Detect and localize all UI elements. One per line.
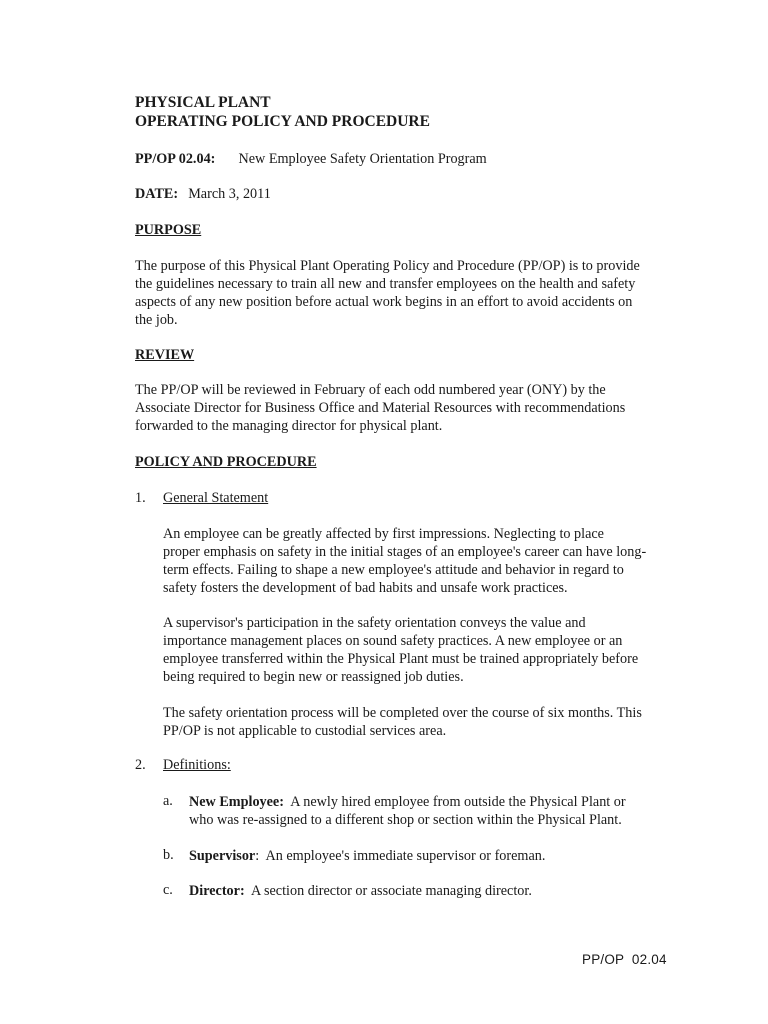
date-value: March 3, 2011	[188, 186, 271, 202]
review-line: forwarded to the managing director for physical plant.	[135, 418, 443, 434]
definition-b-letter: b.	[163, 847, 174, 863]
section-1-paragraph-1	[163, 525, 683, 597]
section-1-line: employee transferred within the Physical Plant must be trained appropriately before	[163, 651, 639, 667]
purpose-line: the job.	[135, 312, 178, 328]
ppop-label: PP/OP 02.04:	[135, 151, 216, 167]
header-line-1: PHYSICAL PLANT	[135, 94, 271, 111]
section-1-line: An employee can be greatly affected by first impressions. Neglecting to place	[163, 526, 604, 542]
section-2-number: 2.	[135, 757, 146, 773]
section-1-paragraph-3	[163, 704, 683, 740]
purpose-paragraph	[135, 257, 675, 329]
section-1-line: A supervisor's participation in the safety orientation conveys the value and	[163, 615, 586, 631]
section-1-line: safety fosters the development of bad habits and unsafe work practices.	[163, 580, 568, 596]
section-2-title: Definitions:	[163, 757, 231, 773]
section-1-line: term effects. Failing to shape a new employee's attitude and behavior in regard to	[163, 562, 624, 578]
definition-a-letter: a.	[163, 793, 173, 809]
review-heading: REVIEW	[135, 347, 195, 363]
definition-a-text-2: who was re-assigned to a different shop or section within the Physical Plant.	[189, 812, 622, 828]
definition-c-term: Director:	[189, 883, 245, 899]
definition-a-term: New Employee:	[189, 794, 284, 810]
review-line: The PP/OP will be reviewed in February of each odd numbered year (ONY) by the	[135, 382, 606, 398]
date-line	[135, 186, 271, 203]
section-1-title: General Statement	[163, 490, 269, 506]
purpose-line: aspects of any new position before actual work begins in an effort to avoid accidents on	[135, 294, 633, 310]
definition-c-letter: c.	[163, 882, 173, 898]
review-paragraph	[135, 381, 675, 435]
purpose-heading: PURPOSE	[135, 222, 202, 238]
definition-b-text: : An employee's immediate supervisor or foreman.	[255, 848, 546, 864]
definition-a	[189, 793, 626, 829]
section-1-line: proper emphasis on safety in the initial stages of an employee's career can have long-	[163, 544, 647, 560]
page-footer: PP/OP 02.04	[582, 952, 667, 967]
purpose-line: the guidelines necessary to train all new and transfer employees on the health and safety	[135, 276, 636, 292]
section-1-line: importance management places on sound safety practices. A new employee or an	[163, 633, 623, 649]
section-1-line: PP/OP is not applicable to custodial services area.	[163, 723, 447, 739]
purpose-line: The purpose of this Physical Plant Operating Policy and Procedure (PP/OP) is to provide	[135, 258, 640, 274]
section-1-line: being required to begin new or reassigned job duties.	[163, 669, 464, 685]
section-1-line: The safety orientation process will be completed over the course of six months. This	[163, 705, 642, 721]
header-line-2: OPERATING POLICY AND PROCEDURE	[135, 113, 430, 130]
ppop-title: New Employee Safety Orientation Program	[238, 151, 487, 167]
ppop-line	[135, 151, 487, 168]
definition-c	[189, 882, 532, 900]
review-line: Associate Director for Business Office and Material Resources with recommendations	[135, 400, 626, 416]
definition-b	[189, 847, 545, 865]
definition-c-text: A section director or associate managing director.	[244, 883, 532, 899]
date-label: DATE:	[135, 186, 179, 202]
section-1-number: 1.	[135, 490, 146, 506]
policy-heading: POLICY AND PROCEDURE	[135, 454, 317, 470]
definition-b-term: Supervisor	[189, 848, 256, 864]
section-1-paragraph-2	[163, 614, 683, 686]
definition-a-text: A newly hired employee from outside the Physical Plant or	[283, 794, 626, 810]
